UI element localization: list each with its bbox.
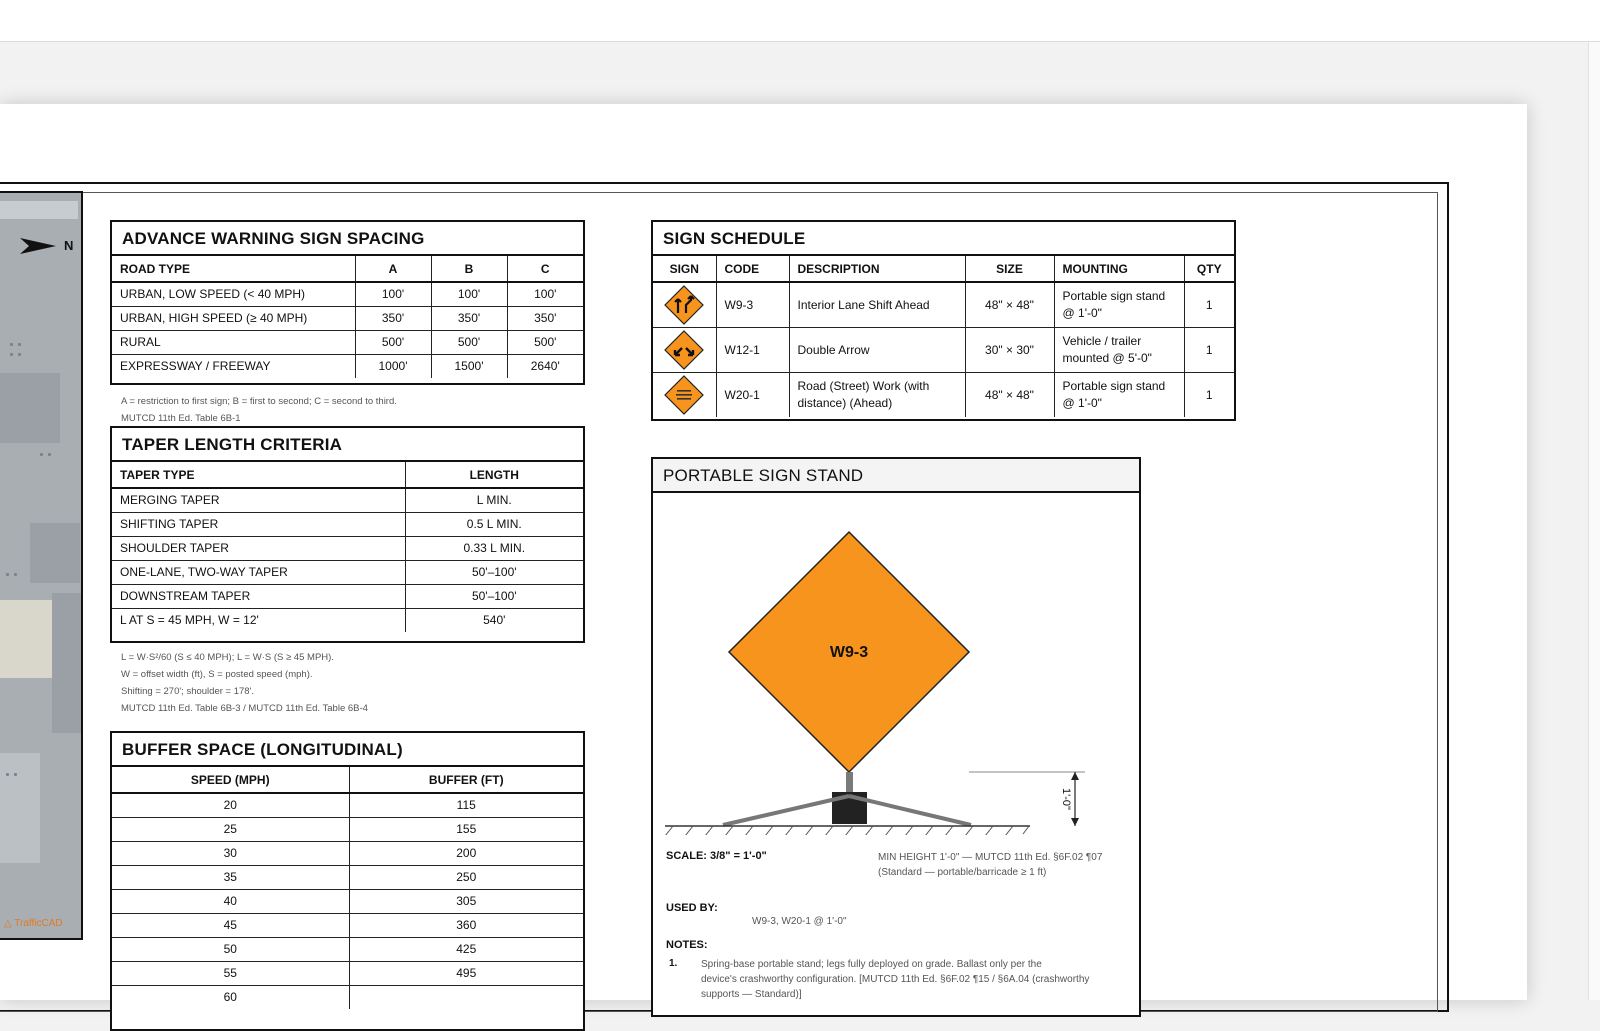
column-header: SPEED (MPH) [112,767,349,793]
site-map-panel[interactable] [0,191,83,940]
sign-cell [653,327,716,372]
table-row [112,560,583,584]
table-cell: SHIFTING TAPER [112,512,405,536]
table-footnote [121,649,368,717]
table-row [112,354,583,378]
table-cell: W12-1 [716,327,789,372]
table-cell: 1 [1184,282,1234,327]
table-cell: 155 [349,817,583,841]
table-header-row [112,767,583,793]
column-header: SIGN [653,256,716,282]
table-cell: 30 [112,841,349,865]
column-header: BUFFER (FT) [349,767,583,793]
sign-stand-drawing [653,495,1139,835]
table-cell: 45 [112,913,349,937]
footnote-line: Shifting = 270'; shoulder = 178'. [121,686,255,697]
table-cell: ONE-LANE, TWO-WAY TAPER [112,560,405,584]
table-cell: 495 [349,961,583,985]
table-row [653,372,1234,417]
column-header: C [507,256,583,282]
table-row [112,584,583,608]
footnote-line: L = W·S²/60 (S ≤ 40 MPH); L = W·S (S ≥ 45 MPH). [121,652,334,663]
stand-leg-left [723,796,849,825]
note-number: 1. [669,958,678,969]
table-cell: 200 [349,841,583,865]
table-row [112,865,583,889]
table-row [112,793,583,817]
footnote-line: A = restriction to first sign; B = first to second; C = second to third. [121,396,397,407]
column-header: A [355,256,431,282]
min-height-line: (Standard — portable/barricade ≥ 1 ft) [878,867,1047,878]
table-cell: L AT S = 45 MPH, W = 12' [112,608,405,632]
table-row [112,282,583,306]
table-title: SIGN SCHEDULE [653,222,1234,256]
table-header-row [653,256,1234,282]
table-cell [349,985,583,1009]
table-cell: W20-1 [716,372,789,417]
table-cell: 350' [507,306,583,330]
table-cell: 305 [349,889,583,913]
table-row [112,488,583,512]
table-cell: 0.5 L MIN. [405,512,583,536]
table-cell: EXPRESSWAY / FREEWAY [112,354,355,378]
note-line: Spring-base portable stand; legs fully deployed on grade. Ballast only per the [701,959,1042,970]
table-cell: RURAL [112,330,355,354]
footnote-line: MUTCD 11th Ed. Table 6B-1 [121,413,241,424]
table-row [112,817,583,841]
table-cell: 360 [349,913,583,937]
table-cell: 40 [112,889,349,913]
top-toolbar [0,0,1600,42]
column-header: ROAD TYPE [112,256,355,282]
table-cell: 100' [355,282,431,306]
map-block [52,593,83,733]
table-cell: 50'–100' [405,584,583,608]
table-cell: Road (Street) Work (with distance) (Ahead) [789,372,965,417]
table-cell: SHOULDER TAPER [112,536,405,560]
map-block [0,373,60,443]
table-row [112,913,583,937]
detail-title: PORTABLE SIGN STAND [653,459,1139,493]
sign-cell [653,372,716,417]
table-cell: 35 [112,865,349,889]
note-line: supports — Standard)] [701,989,802,1000]
table-cell: L MIN. [405,488,583,512]
table-header-row [112,256,583,282]
buffer-space-table [110,731,585,1031]
scale-label: SCALE: 3/8" = 1'-0" [666,850,767,862]
stand-leg-right [849,796,971,825]
table-cell: 540' [483,613,506,628]
table-cell: 115 [349,793,583,817]
dimension-label: 1'-0" [1060,788,1072,810]
double-arrow-sign-icon [664,330,704,370]
taper-length-table [110,426,585,643]
vertical-scrollbar[interactable] [1588,42,1600,1000]
table-cell: Interior Lane Shift Ahead [789,282,965,327]
table-cell: 500' [355,330,431,354]
table-cell: DOWNSTREAM TAPER [112,584,405,608]
table-row [112,889,583,913]
note-text [701,957,1089,1002]
table-title: TAPER LENGTH CRITERIA [112,428,583,462]
advance-warning-table [110,220,585,385]
table-cell: 60 [112,985,349,1009]
table-cell: 48" × 48" [965,372,1054,417]
table-row [653,327,1234,372]
column-header: MOUNTING [1054,256,1184,282]
column-header: SIZE [965,256,1054,282]
table-row [112,961,583,985]
table-cell: 1 [1205,387,1213,402]
table-cell: 350' [355,306,431,330]
used-by-value: W9-3, W20-1 @ 1'-0" [752,916,847,927]
table-cell: URBAN, HIGH SPEED (≥ 40 MPH) [112,306,355,330]
map-block [0,753,40,863]
table-cell: 250 [349,865,583,889]
brand-name: TrafficCAD [14,918,63,929]
table-cell: 2640' [530,359,560,374]
table-row [112,937,583,961]
table-cell: Vehicle / trailer mounted @ 5'-0" [1054,327,1184,372]
table-cell: URBAN, LOW SPEED (< 40 MPH) [112,282,355,306]
map-aerial-patch [0,600,52,678]
table-row [112,330,583,354]
table-title: BUFFER SPACE (LONGITUDINAL) [112,733,583,767]
table-cell: 20 [112,793,349,817]
table-row [112,985,583,1009]
table-footnote [121,393,397,427]
table-cell: 500' [507,330,583,354]
column-header: TAPER TYPE [112,462,405,488]
table-cell: 100' [507,282,583,306]
table-cell: 350' [431,306,507,330]
used-by-label: USED BY: [666,902,718,914]
north-arrow-icon [20,236,60,256]
notes-label: NOTES: [666,939,708,951]
table-cell: W9-3 [716,282,789,327]
table-cell: Portable sign stand @ 1'-0" [1054,372,1184,417]
map-block [0,201,78,219]
north-label: N [64,238,74,253]
brand-logo: △ TrafficCAD [4,918,63,929]
portable-sign-stand-detail [651,457,1141,1017]
table-cell: 500' [431,330,507,354]
table-cell: Portable sign stand @ 1'-0" [1054,282,1184,327]
column-header: DESCRIPTION [789,256,965,282]
table-cell: Double Arrow [789,327,965,372]
note-line: device's crashworthy configuration. [MUTCD 11th Ed. §6F.02 ¶15 / §6A.04 (crashworthy [701,974,1090,985]
column-header: B [431,256,507,282]
footnote-line: MUTCD 11th Ed. Table 6B-3 / MUTCD 11th Ed. Table 6B-4 [121,703,368,714]
table-row [112,608,583,632]
table-cell: 0.33 L MIN. [405,536,583,560]
table-cell: MERGING TAPER [112,488,405,512]
table-header-row [112,462,583,488]
sign-schedule-table [651,220,1236,421]
table-row [112,841,583,865]
table-cell: 55 [112,961,349,985]
sign-code-label: W9-3 [829,644,869,661]
table-row [112,512,583,536]
map-block [30,523,80,583]
table-row [112,536,583,560]
table-cell: 25 [112,817,349,841]
column-header: LENGTH [405,462,583,488]
column-header: QTY [1184,256,1234,282]
column-header: CODE [716,256,789,282]
table-cell: 50'–100' [405,560,583,584]
min-height-note [878,850,1102,880]
ground-hatch [665,826,1029,835]
table-cell: 50 [112,937,349,961]
road-work-ahead-sign-icon [664,375,704,415]
table-cell: 1500' [431,354,507,378]
lane-shift-sign-icon [664,285,704,325]
table-cell: 100' [431,282,507,306]
min-height-line: MIN HEIGHT 1'-0" — MUTCD 11th Ed. §6F.02 ¶07 [878,852,1103,863]
table-row [112,306,583,330]
table-row [653,282,1234,327]
footnote-line: W = offset width (ft), S = posted speed (mph). [121,669,313,680]
table-title: ADVANCE WARNING SIGN SPACING [112,222,583,256]
table-cell: 30" × 30" [965,327,1054,372]
table-cell: 1000' [355,354,431,378]
table-cell: 425 [349,937,583,961]
table-cell: 48" × 48" [965,282,1054,327]
table-cell: 1 [1184,327,1234,372]
sign-cell [653,282,716,327]
